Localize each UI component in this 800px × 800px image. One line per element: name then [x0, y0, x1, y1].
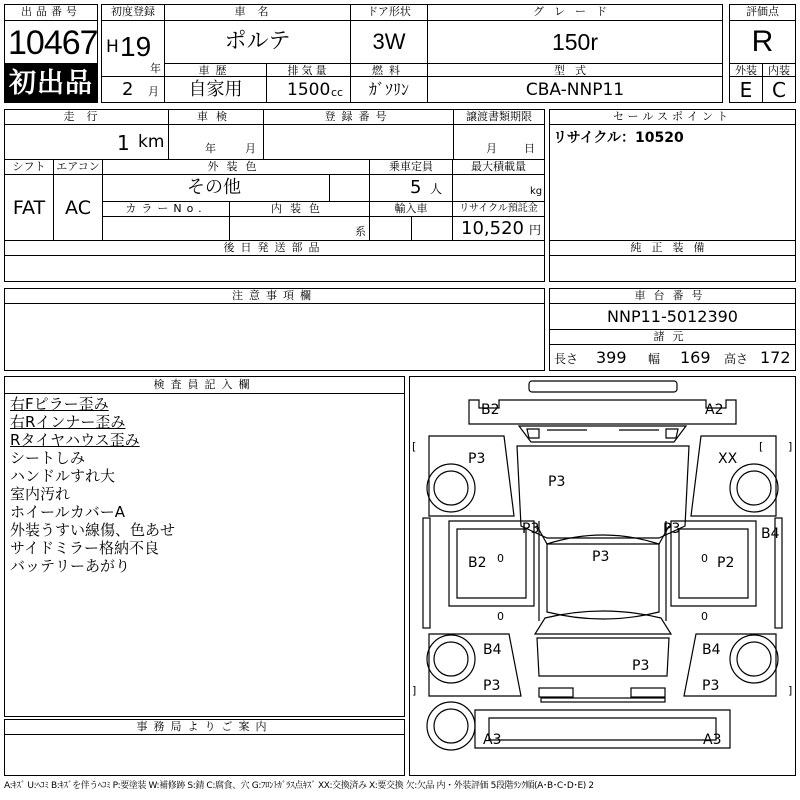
mark-right-pillar: P3	[663, 521, 681, 537]
lot-no-box	[4, 20, 98, 64]
chassis-box	[549, 303, 796, 330]
mark-left-rear-quarter: P3	[483, 678, 501, 694]
mileage-unit: km	[138, 132, 165, 152]
car-name-label: 車名	[164, 4, 351, 21]
inspector-line: 室内汚れ	[10, 485, 71, 503]
grade: 150r	[551, 29, 599, 55]
zero-right-upper: 0	[701, 552, 708, 565]
mark-trunk: P3	[632, 658, 650, 674]
displacement-box	[266, 76, 351, 103]
color-no-label: カラーNo.	[102, 201, 230, 217]
model-box	[427, 76, 723, 103]
later-parts-box	[4, 255, 545, 282]
sales-point-box	[549, 124, 796, 241]
height: 172	[760, 348, 791, 367]
first-reg-month: 2	[122, 79, 134, 100]
mark-right-rear-quarter: P3	[702, 678, 720, 694]
sales-point-text: リサイクル：10520	[553, 130, 684, 146]
color-label: 外装色	[102, 159, 370, 175]
bracket-right-bottom: ]	[788, 684, 793, 697]
genuine-equipment-label: 純正装備	[549, 240, 796, 256]
lot-no-label: 出品番号	[4, 4, 98, 21]
capacity-label: 乗車定員	[369, 159, 453, 175]
notes-box	[4, 303, 545, 371]
door: 3W	[372, 29, 406, 54]
score: R	[751, 25, 774, 58]
transfer-label: 譲渡書類期限	[453, 109, 545, 125]
displacement: 1500	[287, 80, 331, 100]
capacity-unit: 人	[430, 182, 443, 196]
inspector-line: バッテリーあがり	[10, 557, 131, 575]
sales-point-label: セールスポイント	[549, 109, 796, 125]
max-load-unit: kg	[530, 186, 543, 197]
recycle-unit: 円	[529, 223, 542, 237]
door-box	[350, 20, 428, 64]
grade-box	[427, 20, 723, 64]
zero-right-lower: 0	[701, 610, 708, 623]
specs-label: 諸元	[549, 329, 796, 345]
inspector-label: 検査員記入欄	[4, 376, 405, 394]
chassis-label: 車台番号	[549, 288, 796, 304]
notes-label: 注意事項欄	[4, 288, 545, 304]
interior-color-label: 内装色	[229, 201, 370, 217]
exterior-grade: E	[739, 78, 753, 102]
car-diagram	[409, 376, 796, 776]
mileage: 1	[117, 131, 130, 155]
fuel: ｶﾞｿﾘﾝ	[368, 80, 409, 99]
history-label: 車歴	[164, 63, 267, 77]
max-load-label: 最大積載量	[452, 159, 545, 175]
bracket-right-top-close: ]	[788, 440, 793, 453]
zero-left-lower: 0	[497, 610, 504, 623]
zero-left-upper: 0	[497, 552, 504, 565]
first-reg-label: 初度登録	[101, 4, 165, 21]
import-label: 輸入車	[369, 201, 453, 217]
capacity: 5	[410, 177, 422, 198]
shift: FAT	[12, 197, 46, 219]
mark-hood: P3	[548, 474, 566, 490]
recycle-box	[452, 216, 545, 241]
mark-front-fender-left: P3	[468, 451, 486, 467]
era: H	[106, 37, 119, 57]
mark-front-bumper-left: B2	[481, 402, 500, 418]
ac: AC	[65, 197, 91, 219]
mark-front-bumper-right: A2	[705, 402, 724, 418]
car-name: ポルテ	[224, 29, 291, 54]
fuel-label: 燃料	[350, 63, 428, 77]
max-load-box	[452, 174, 545, 202]
mileage-box	[4, 124, 169, 160]
mark-left-front-door: B2	[468, 555, 487, 571]
inspector-box	[4, 393, 405, 717]
office-notice-label: 事務局よりご案内	[4, 719, 405, 735]
interior-color-box	[229, 216, 370, 241]
interior-color-unit: 系	[355, 225, 366, 238]
color: その他	[187, 177, 241, 198]
model-label: 型式	[427, 63, 723, 77]
chassis-no: NNP11-5012390	[607, 307, 738, 326]
inspection-label: 車検	[168, 109, 264, 125]
office-notice-box	[4, 734, 405, 776]
door-label: ドア形状	[350, 4, 428, 21]
inspector-line: Rタイヤハウス歪み	[10, 431, 140, 449]
score-box	[729, 20, 796, 64]
mark-rear-bumper-left: A3	[483, 732, 502, 748]
reg-no-box	[263, 124, 454, 160]
ac-label: エアコン	[53, 159, 103, 175]
history-box	[164, 76, 267, 103]
year-unit: 年	[150, 62, 161, 75]
transfer-box: 月 日	[453, 124, 545, 160]
genuine-equipment-box	[549, 255, 796, 282]
inspector-line: ホイールカバーA	[10, 503, 125, 521]
grade-label: グレード	[427, 4, 723, 21]
later-parts-label: 後日発送部品	[4, 240, 545, 256]
bracket-left-bottom: ]	[412, 684, 417, 697]
car-name-box	[164, 20, 351, 64]
exterior-box	[729, 76, 763, 103]
mark-front-fender-right: XX	[718, 451, 738, 467]
displacement-label: 排気量	[266, 63, 351, 77]
length: 399	[596, 348, 627, 367]
bracket-left-top: [	[412, 440, 417, 453]
inspector-line: シートしみ	[10, 449, 86, 467]
shift-label: シフト	[4, 159, 54, 175]
inspector-line: 右Rインナー歪み	[10, 413, 126, 431]
color-divider	[329, 174, 330, 202]
displacement-unit: cc	[331, 86, 344, 99]
inspection-box: 年 月	[168, 124, 264, 160]
mark-rear-bumper-right: A3	[703, 732, 722, 748]
model: CBA-NNP11	[525, 80, 625, 100]
mark-roof: P3	[592, 549, 610, 565]
mark-right-front-door: P2	[717, 555, 735, 571]
mark-left-pillar: P3	[522, 521, 540, 537]
lot-no: 10467	[8, 24, 98, 62]
recycle-label: リサイクル預託金	[452, 201, 545, 217]
interior-box	[762, 76, 796, 103]
first-reg-year: 19	[120, 31, 152, 62]
reg-no-label: 登録番号	[263, 109, 454, 125]
inspector-line: 右Fピラー歪み	[10, 395, 109, 413]
interior-grade: C	[772, 78, 786, 102]
ac-box	[53, 174, 103, 241]
capacity-box	[369, 174, 453, 202]
mark-left-rear-door: B4	[483, 642, 502, 658]
month-unit: 月	[148, 85, 159, 98]
first-reg-month-box	[101, 76, 165, 103]
mark-right-side: B4	[761, 526, 780, 542]
legend: A:ｷｽﾞ U:ﾍｺﾐ B:ｷｽﾞを伴うﾍｺﾐ P:要塗装 W:補修跡 S:錆 C:腐食、穴 G:ﾌﾛﾝﾄｶﾞﾗｽ点ｷｽﾞ XX:交換済み X:要交換 欠:欠品 内・外装評価 5段階ﾗﾝｸ順(A･B･C･D･E) 2	[4, 781, 594, 791]
inspector-line: ハンドルすれ大	[10, 467, 116, 485]
specs-box: 長さ 399 幅 169 高さ 172	[549, 344, 796, 371]
width: 169	[680, 348, 711, 367]
import-divider	[411, 216, 412, 241]
recycle-fee: 10,520	[461, 218, 524, 239]
bracket-right-top: [	[759, 440, 764, 453]
mark-right-rear-door: B4	[702, 642, 721, 658]
score-label: 評価点	[729, 4, 796, 21]
mileage-label: 走行	[4, 109, 169, 125]
fuel-box	[350, 76, 428, 103]
inspector-line: サイドミラー格納不良	[10, 539, 159, 557]
first-listing-badge: 初出品	[4, 63, 98, 103]
shift-box	[4, 174, 54, 241]
history: 自家用	[188, 79, 243, 100]
exterior-label: 外装	[729, 63, 763, 77]
first-reg-box	[101, 20, 165, 77]
interior-label: 内装	[762, 63, 796, 77]
color-no-box	[102, 216, 230, 241]
inspector-line: 外装うすい線傷、色あせ	[10, 521, 176, 539]
